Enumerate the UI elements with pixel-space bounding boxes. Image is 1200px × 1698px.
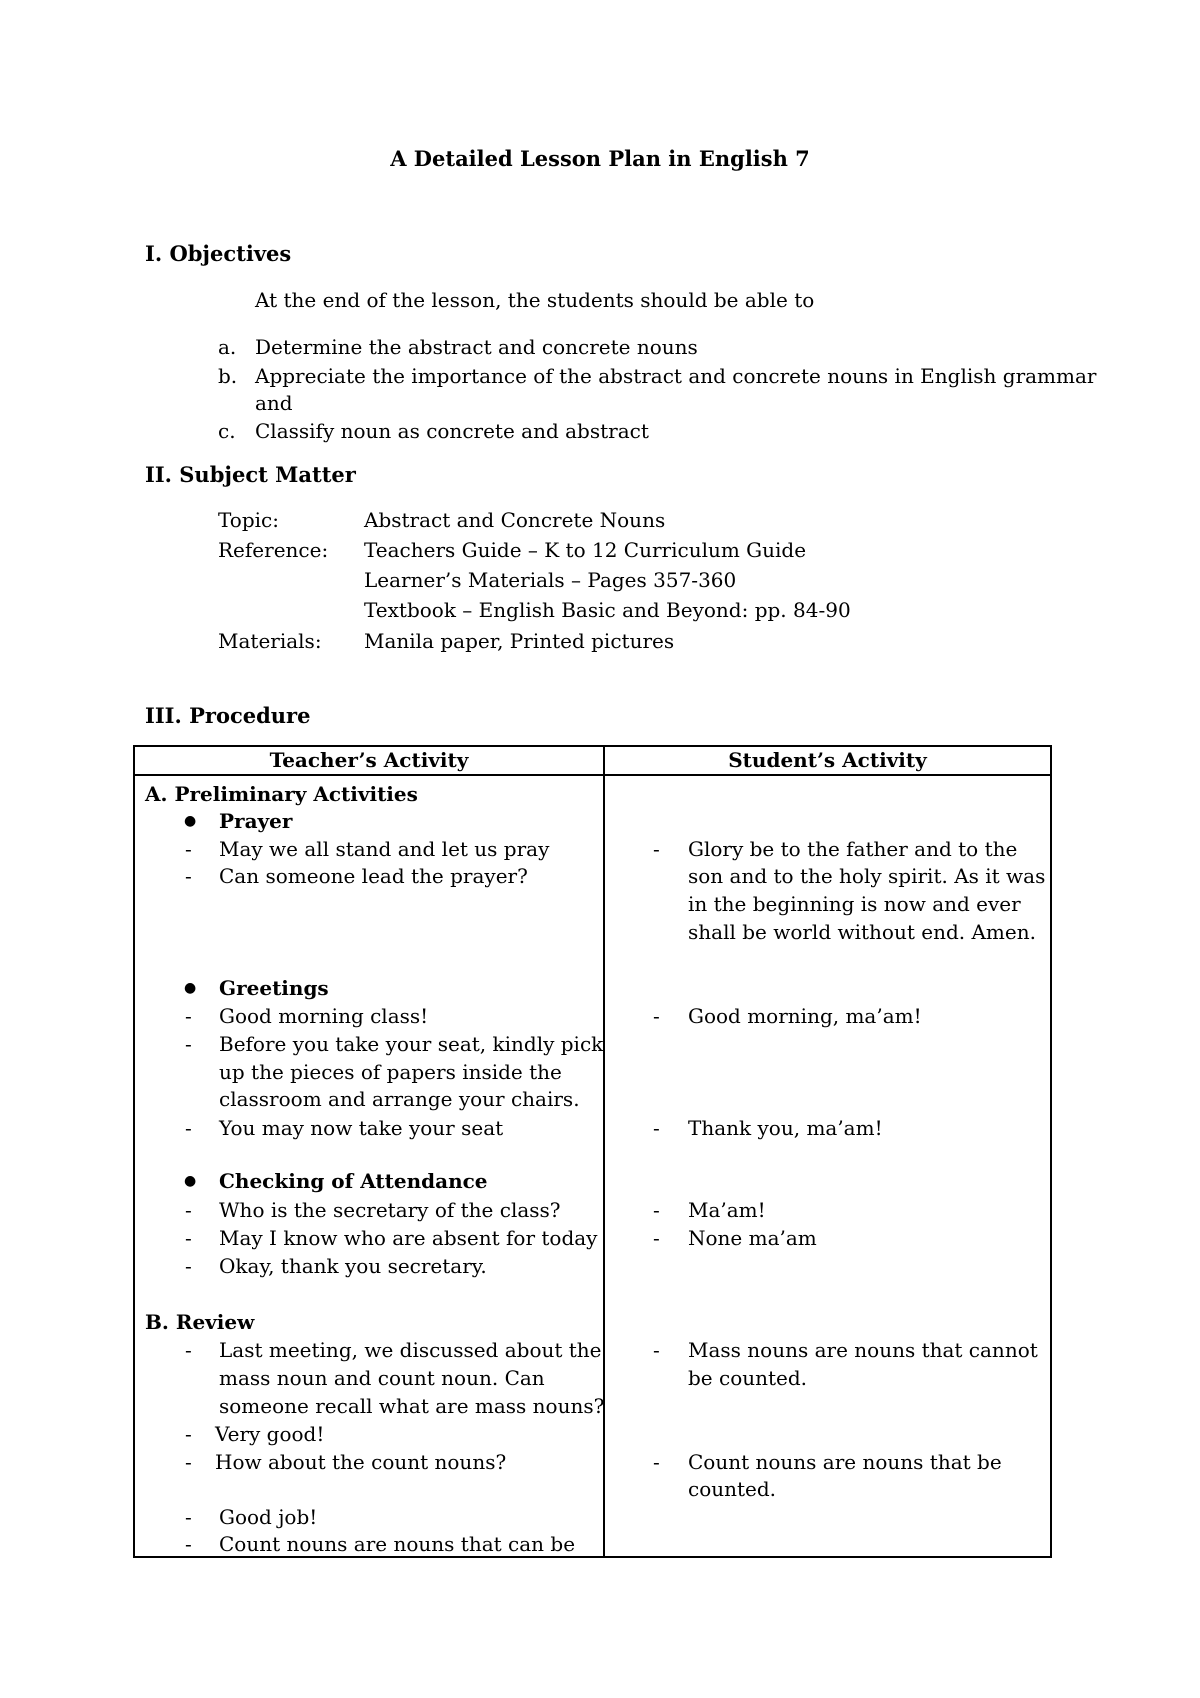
dash-marker: - [185,1198,192,1222]
objectives-intro: At the end of the lesson, the students should be able to [255,288,815,312]
dash-marker: - [653,1338,660,1362]
reference-label: Reference: [218,538,329,562]
materials-value: Manila paper, Printed pictures [364,629,675,653]
student-line: Glory be to the father and to the [688,837,1018,861]
materials-label: Materials: [218,629,322,653]
teacher-line: Last meeting, we discussed about the [219,1338,602,1362]
student-line: Count nouns are nouns that be [688,1450,1002,1474]
teacher-activity-cell [134,775,604,1557]
dash-marker: - [185,837,192,861]
student-activity-cell [604,775,1051,1557]
dash-marker: - [185,1532,192,1556]
teacher-line: Who is the secretary of the class? [219,1198,561,1222]
teacher-line: someone recall what are mass nouns? [219,1394,605,1418]
student-line: be counted. [688,1366,808,1390]
objective-marker-b: b. [218,364,238,388]
dash-marker: - [185,1450,192,1474]
student-line: shall be world without end. Amen. [688,920,1036,944]
greetings-heading: Greetings [219,976,329,1000]
teacher-line: Good job! [219,1505,318,1529]
student-line: Thank you, ma’am! [688,1116,883,1140]
teacher-line: Okay, thank you secretary. [219,1254,487,1278]
subject-matter-heading: II. Subject Matter [145,462,356,487]
attendance-heading: Checking of Attendance [219,1169,488,1193]
objective-a-text: Determine the abstract and concrete nouns [255,335,698,359]
procedure-heading: III. Procedure [145,703,311,728]
reference-item: Teachers Guide – K to 12 Curriculum Guide [364,538,807,562]
dash-marker: - [185,1226,192,1250]
dash-marker: - [653,1450,660,1474]
page-title: A Detailed Lesson Plan in English 7 [390,146,810,171]
preliminary-heading: A. Preliminary Activities [145,782,418,806]
objective-marker-a: a. [218,335,237,359]
dash-marker: - [653,1198,660,1222]
dash-marker: - [185,1422,192,1446]
objective-b-text-cont: and [255,391,293,415]
dash-marker: - [185,864,192,888]
teacher-line: Good morning class! [219,1004,429,1028]
bullet-icon: ● [184,813,197,829]
reference-item: Learner’s Materials – Pages 357-360 [364,568,737,592]
student-line: Mass nouns are nouns that cannot [688,1338,1038,1362]
student-line: in the beginning is now and ever [688,892,1021,916]
teacher-line: classroom and arrange your chairs. [219,1087,580,1111]
teacher-line: up the pieces of papers inside the [219,1060,562,1084]
bullet-icon: ● [184,1173,197,1189]
teacher-line: Count nouns are nouns that can be [219,1532,576,1556]
objective-c-text: Classify noun as concrete and abstract [255,419,649,443]
teacher-line: You may now take your seat [219,1116,504,1140]
objective-marker-c: c. [218,419,236,443]
dash-marker: - [653,1226,660,1250]
dash-marker: - [185,1254,192,1278]
dash-marker: - [185,1116,192,1140]
dash-marker: - [185,1338,192,1362]
objective-b-text: Appreciate the importance of the abstract and concrete nouns in English grammar [255,364,1097,388]
dash-marker: - [185,1505,192,1529]
topic-value: Abstract and Concrete Nouns [364,508,666,532]
reference-item: Textbook – English Basic and Beyond: pp. 84-90 [364,598,851,622]
dash-marker: - [653,1004,660,1028]
bullet-icon: ● [184,980,197,996]
dash-marker: - [653,837,660,861]
dash-marker: - [653,1116,660,1140]
teacher-line: Before you take your seat, kindly pick [219,1032,604,1056]
teacher-line: How about the count nouns? [215,1450,507,1474]
dash-marker: - [185,1004,192,1028]
dash-marker: - [185,1032,192,1056]
procedure-table [133,745,1052,1558]
student-line: None ma’am [688,1226,817,1250]
prayer-heading: Prayer [219,809,293,833]
teacher-line: mass noun and count noun. Can [219,1366,545,1390]
student-activity-header: Student’s Activity [604,746,1051,775]
teacher-line: Can someone lead the prayer? [219,864,528,888]
teacher-line: May I know who are absent for today [219,1226,598,1250]
objectives-heading: I. Objectives [145,241,292,266]
teacher-activity-header: Teacher’s Activity [134,746,604,775]
review-heading: B. Review [145,1310,255,1334]
teacher-line: May we all stand and let us pray [219,837,550,861]
student-line: son and to the holy spirit. As it was [688,864,1046,888]
student-line: Good morning, ma’am! [688,1004,922,1028]
teacher-line: Very good! [215,1422,325,1446]
student-line: Ma’am! [688,1198,766,1222]
topic-label: Topic: [218,508,279,532]
student-line: counted. [688,1477,777,1501]
